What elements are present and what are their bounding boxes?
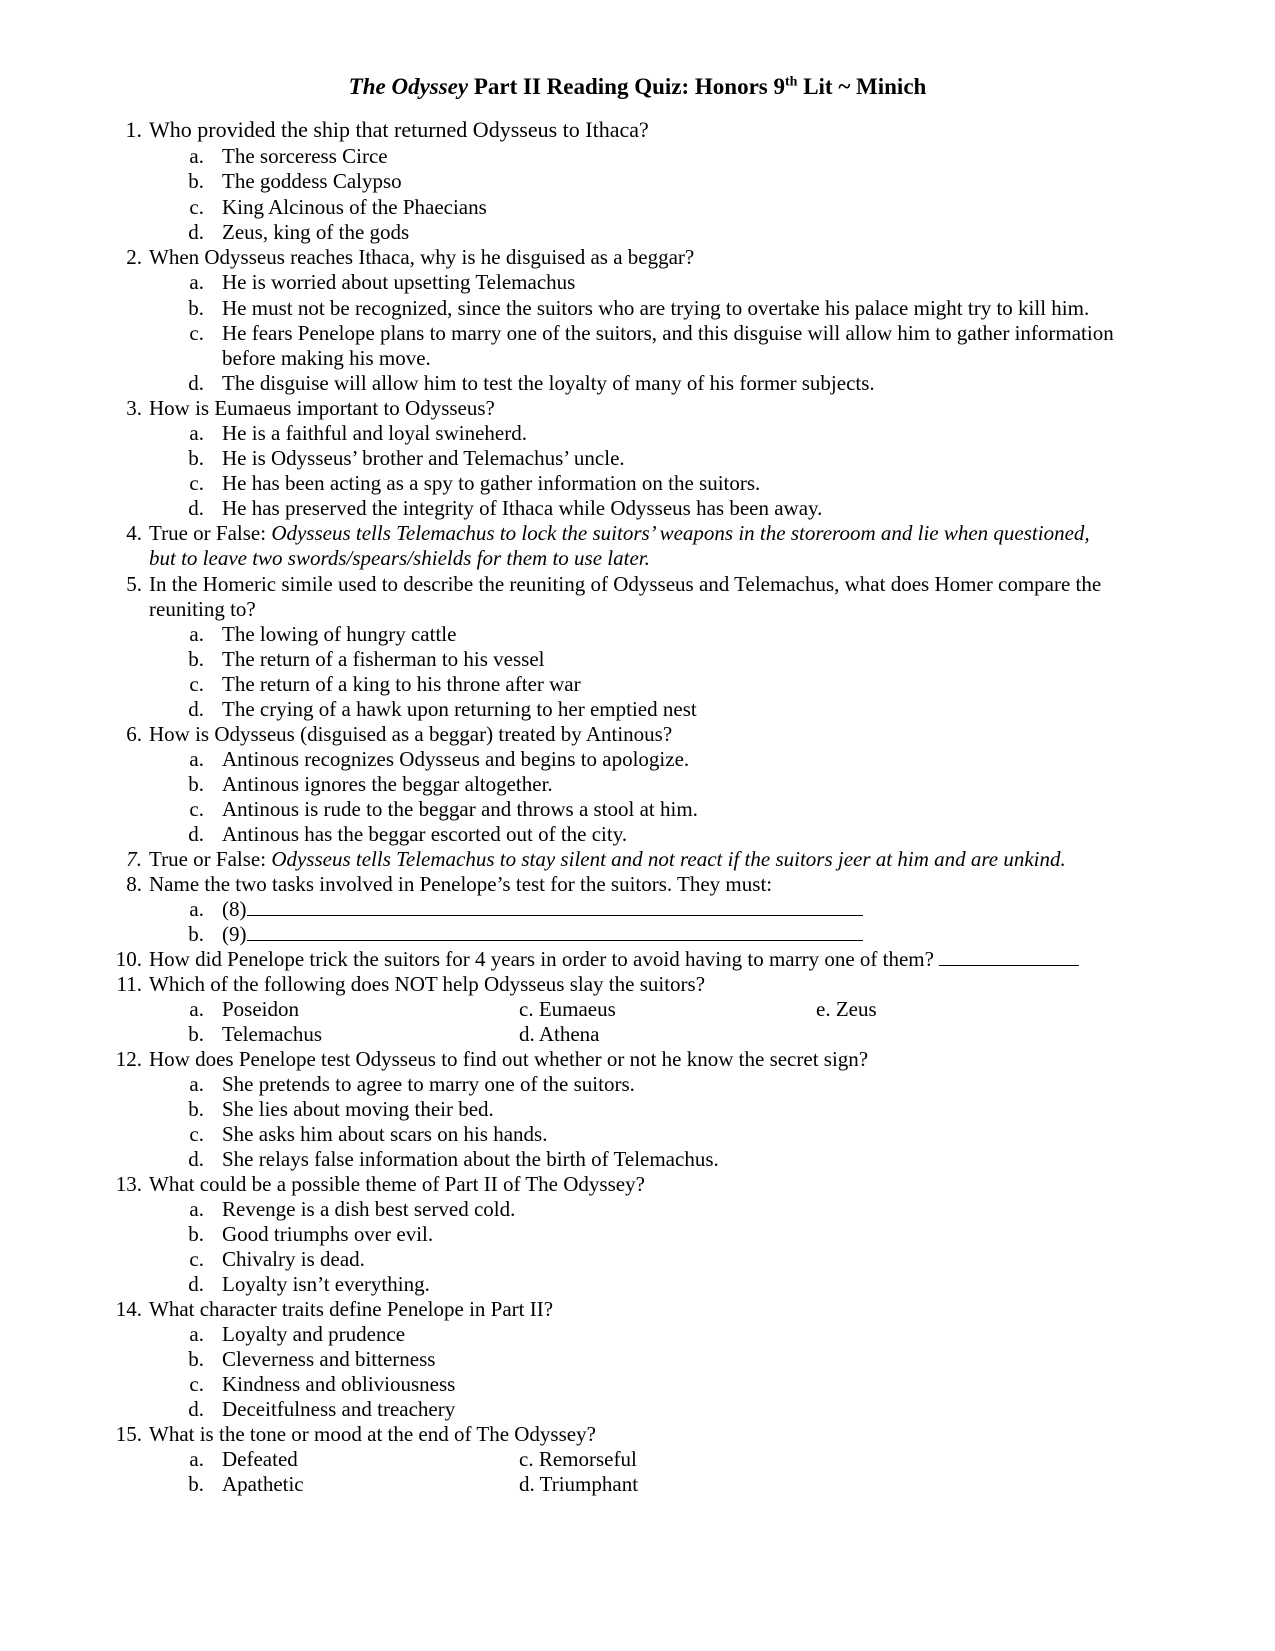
question-text-content: How did Penelope trick the suitors for 4 years in order to avoid having to marry one of them? bbox=[149, 947, 934, 971]
option-letter: c. bbox=[189, 321, 204, 345]
option-letter: d. bbox=[188, 220, 204, 244]
option-text: c. Remorseful bbox=[519, 1447, 637, 1471]
option-text: The lowing of hungry cattle bbox=[222, 622, 457, 646]
question-number: 8. bbox=[126, 872, 142, 896]
answer-blank-line[interactable] bbox=[247, 921, 863, 941]
title-superscript: th bbox=[784, 74, 798, 90]
option-text: He is worried about upsetting Telemachus bbox=[222, 270, 576, 294]
option-text: She pretends to agree to marry one of the suitors. bbox=[222, 1072, 635, 1096]
option-text: Apathetic bbox=[222, 1472, 304, 1496]
option-letter: d. bbox=[188, 496, 204, 520]
question-text bbox=[149, 846, 1066, 872]
option-text: Antinous recognizes Odysseus and begins to apologize. bbox=[222, 747, 690, 771]
option-text: Poseidon bbox=[222, 997, 300, 1021]
option-letter: b. bbox=[188, 446, 204, 470]
question-number: 12. bbox=[115, 1047, 142, 1071]
option-text: Antinous is rude to the beggar and throws a stool at him. bbox=[222, 797, 698, 821]
question-text: Who provided the ship that returned Odysseus to Ithaca? bbox=[149, 117, 649, 142]
option-letter: a. bbox=[189, 897, 204, 921]
option-text: He is a faithful and loyal swineherd. bbox=[222, 421, 527, 445]
option-text: Telemachus bbox=[222, 1022, 322, 1046]
option-letter: b. bbox=[188, 1022, 204, 1046]
option-text: She lies about moving their bed. bbox=[222, 1097, 494, 1121]
option-text: The goddess Calypso bbox=[222, 169, 402, 193]
option-text: Antinous ignores the beggar altogether. bbox=[222, 772, 553, 796]
title-main: Part II Reading Quiz: Honors 9 bbox=[468, 74, 785, 99]
title-italic: The Odyssey bbox=[348, 74, 469, 99]
option-text: Loyalty isn’t everything. bbox=[222, 1272, 430, 1296]
option-letter: a. bbox=[189, 747, 204, 771]
option-text: He has preserved the integrity of Ithaca while Odysseus has been away. bbox=[222, 496, 823, 520]
answer-blank-line[interactable] bbox=[939, 946, 1079, 966]
option-text: The disguise will allow him to test the loyalty of many of his former subjects. bbox=[222, 371, 875, 395]
option-text: The crying of a hawk upon returning to her emptied nest bbox=[222, 697, 697, 721]
question-text: When Odysseus reaches Ithaca, why is he disguised as a beggar? bbox=[149, 245, 695, 269]
option-letter: b. bbox=[188, 296, 204, 320]
option-text: The return of a king to his throne after war bbox=[222, 672, 581, 696]
option-letter: a. bbox=[189, 622, 204, 646]
true-false-statement: but to leave two swords/spears/shields for them to use later. bbox=[149, 546, 650, 570]
option-text: e. Zeus bbox=[816, 997, 877, 1021]
option-letter: d. bbox=[188, 371, 204, 395]
option-letter: c. bbox=[189, 1122, 204, 1146]
option-letter: b. bbox=[188, 1097, 204, 1121]
question-text bbox=[149, 520, 1090, 546]
answer-label: (9) bbox=[222, 922, 247, 946]
option-text: She relays false information about the birth of Telemachus. bbox=[222, 1147, 719, 1171]
option-letter: c. bbox=[189, 797, 204, 821]
true-false-prefix: True or False: bbox=[149, 847, 272, 871]
option-letter: b. bbox=[188, 169, 204, 193]
option-letter: a. bbox=[189, 270, 204, 294]
option-text: Cleverness and bitterness bbox=[222, 1347, 436, 1371]
option-text: Revenge is a dish best served cold. bbox=[222, 1197, 516, 1221]
question-text: What is the tone or mood at the end of The Odyssey? bbox=[149, 1422, 596, 1446]
option-letter: b. bbox=[188, 1222, 204, 1246]
true-false-statement: Odysseus tells Telemachus to stay silent and not react if the suitors jeer at him and are unkind. bbox=[271, 847, 1066, 871]
answer-blank-row bbox=[222, 896, 863, 922]
question-number: 15. bbox=[115, 1422, 142, 1446]
question-number: 7. bbox=[126, 847, 142, 871]
option-letter: a. bbox=[189, 144, 204, 168]
option-text: Good triumphs over evil. bbox=[222, 1222, 434, 1246]
option-letter: d. bbox=[188, 697, 204, 721]
question-text: reuniting to? bbox=[149, 597, 256, 621]
question-text: In the Homeric simile used to describe the reuniting of Odysseus and Telemachus, what does Homer compare the bbox=[149, 572, 1102, 596]
option-text: He has been acting as a spy to gather information on the suitors. bbox=[222, 471, 761, 495]
option-text: He must not be recognized, since the suitors who are trying to overtake his palace might try to kill him. bbox=[222, 296, 1090, 320]
page-title bbox=[0, 72, 1275, 102]
option-text: He fears Penelope plans to marry one of the suitors, and this disguise will allow him to gather information bbox=[222, 321, 1114, 345]
option-text: He is Odysseus’ brother and Telemachus’ uncle. bbox=[222, 446, 625, 470]
option-text: Kindness and obliviousness bbox=[222, 1372, 456, 1396]
option-letter: a. bbox=[189, 1322, 204, 1346]
option-text: Deceitfulness and treachery bbox=[222, 1397, 456, 1421]
option-text: d. Athena bbox=[519, 1022, 600, 1046]
question-number: 1. bbox=[125, 117, 142, 142]
option-letter: a. bbox=[189, 997, 204, 1021]
option-letter: b. bbox=[188, 922, 204, 946]
option-letter: b. bbox=[188, 772, 204, 796]
option-text: King Alcinous of the Phaecians bbox=[222, 195, 487, 219]
question-number: 13. bbox=[115, 1172, 142, 1196]
answer-label: (8) bbox=[222, 897, 247, 921]
option-letter: d. bbox=[188, 1272, 204, 1296]
option-text: before making his move. bbox=[222, 346, 431, 370]
option-text: Chivalry is dead. bbox=[222, 1247, 365, 1271]
question-text: What could be a possible theme of Part II of The Odyssey? bbox=[149, 1172, 645, 1196]
question-number: 4. bbox=[126, 521, 142, 545]
question-number: 2. bbox=[126, 245, 142, 269]
title-end: Lit ~ Minich bbox=[797, 74, 927, 99]
question-text: How does Penelope test Odysseus to find out whether or not he know the secret sign? bbox=[149, 1047, 869, 1071]
option-letter: a. bbox=[189, 1072, 204, 1096]
option-letter: a. bbox=[189, 1447, 204, 1471]
option-letter: d. bbox=[188, 822, 204, 846]
question-text: How is Eumaeus important to Odysseus? bbox=[149, 396, 495, 420]
option-text: c. Eumaeus bbox=[519, 997, 616, 1021]
option-letter: c. bbox=[189, 1247, 204, 1271]
option-letter: c. bbox=[189, 471, 204, 495]
question-number: 14. bbox=[115, 1297, 142, 1321]
option-letter: c. bbox=[189, 195, 204, 219]
question-number: 3. bbox=[126, 396, 142, 420]
option-letter: b. bbox=[188, 647, 204, 671]
question-text: How is Odysseus (disguised as a beggar) treated by Antinous? bbox=[149, 722, 673, 746]
option-text: Defeated bbox=[222, 1447, 298, 1471]
option-letter: b. bbox=[188, 1347, 204, 1371]
question-number: 5. bbox=[126, 572, 142, 596]
option-letter: d. bbox=[188, 1397, 204, 1421]
question-text: What character traits define Penelope in Part II? bbox=[149, 1297, 554, 1321]
question-number: 10. bbox=[115, 947, 142, 971]
answer-blank-row bbox=[222, 921, 863, 947]
option-letter: b. bbox=[188, 1472, 204, 1496]
option-text: The return of a fisherman to his vessel bbox=[222, 647, 545, 671]
option-letter: d. bbox=[188, 1147, 204, 1171]
question-number: 6. bbox=[126, 722, 142, 746]
option-letter: a. bbox=[189, 421, 204, 445]
true-false-prefix: True or False: bbox=[149, 521, 272, 545]
question-text: Name the two tasks involved in Penelope’s test for the suitors. They must: bbox=[149, 872, 773, 896]
option-letter: c. bbox=[189, 1372, 204, 1396]
option-letter: a. bbox=[189, 1197, 204, 1221]
option-text: Zeus, king of the gods bbox=[222, 220, 410, 244]
question-text bbox=[149, 946, 1079, 972]
option-text: d. Triumphant bbox=[519, 1472, 639, 1496]
true-false-statement: Odysseus tells Telemachus to lock the suitors’ weapons in the storeroom and lie when questioned, bbox=[271, 521, 1090, 545]
option-text: She asks him about scars on his hands. bbox=[222, 1122, 548, 1146]
option-text: Antinous has the beggar escorted out of the city. bbox=[222, 822, 628, 846]
question-number: 11. bbox=[116, 972, 142, 996]
option-text: The sorceress Circe bbox=[222, 144, 388, 168]
question-text: Which of the following does NOT help Odysseus slay the suitors? bbox=[149, 972, 706, 996]
answer-blank-line[interactable] bbox=[247, 896, 863, 916]
option-text: Loyalty and prudence bbox=[222, 1322, 406, 1346]
option-letter: c. bbox=[189, 672, 204, 696]
